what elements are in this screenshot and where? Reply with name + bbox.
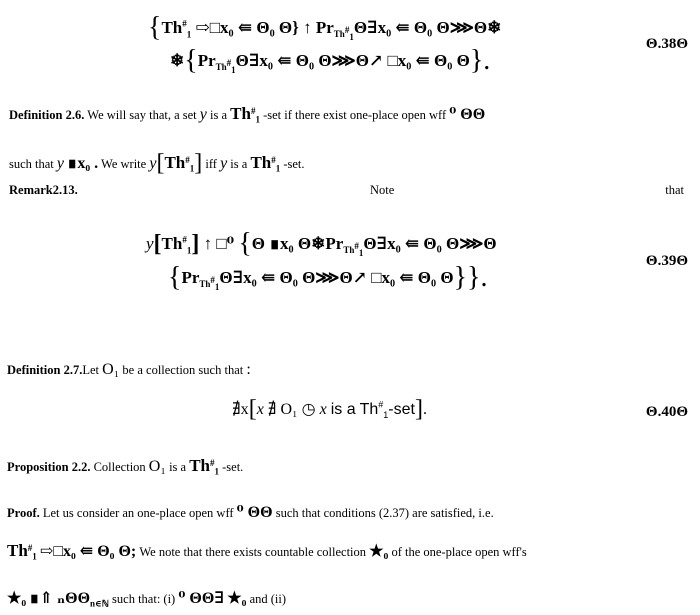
- pr-sub-sup: #: [354, 241, 359, 252]
- text: We write: [101, 157, 147, 171]
- text: -set: [388, 401, 415, 418]
- text: and (ii): [249, 592, 287, 606]
- text: is a: [169, 460, 187, 474]
- formula-part: ❄: [170, 51, 185, 70]
- brace: }}.: [453, 262, 488, 293]
- definition-label: Definition 2.6.: [9, 108, 85, 122]
- text: such that: [9, 157, 54, 171]
- up-arrow: ↑: [203, 234, 213, 253]
- pr-sub-sup: #: [210, 275, 215, 286]
- definition-2-6-line-2: such that y ∎x₀ . We write $y[Th^{\#}_1]$ iff y is a $Th^{\#}_1$ -set.: [9, 150, 305, 176]
- sup: #: [182, 18, 187, 29]
- symbol: ⁰ ΘΘ: [449, 106, 486, 123]
- symbol: y: [220, 155, 228, 172]
- remark-note: Note: [370, 183, 395, 197]
- text: Let: [82, 363, 100, 377]
- arrow: ⇨: [195, 18, 210, 37]
- pr-symbol: Pr: [197, 51, 216, 70]
- proposition-label: Proposition 2.2.: [7, 460, 91, 474]
- eq-2-39-line-1: $y[Th^{\#}_1]$ ↑ □⁰ {Θ ∎x₀ $\Theta❄Pr_{Th^{\#}_1}\Theta\exists x_0$ ⇚ Θ₀ Θ⋙Θ: [146, 228, 497, 259]
- symbol: y: [149, 155, 157, 172]
- sub: 1: [32, 551, 37, 562]
- proof-label: Proof.: [7, 506, 40, 520]
- sub: 1: [186, 29, 192, 40]
- brace: }.: [469, 45, 491, 76]
- pr-sub-sup: #: [344, 25, 350, 36]
- symbol: ★₀: [369, 543, 389, 560]
- formula-part: Θ∃x₀ ⇚ Θ₀ Θ⋙Θ❄: [353, 18, 502, 37]
- proof-line-1: [7, 502, 494, 522]
- pr-sub-sub: 1: [214, 282, 220, 293]
- symbol: :: [246, 361, 251, 378]
- formula-part: ∎⇑ ₙΘΘ: [29, 590, 91, 607]
- text: -set if there exist one-place open wff: [263, 108, 447, 122]
- sup: #: [271, 154, 276, 165]
- text: is a: [330, 401, 356, 418]
- symbol: ★₀: [7, 590, 27, 607]
- formula-part: ∄ Ο₁ ◷: [267, 401, 316, 418]
- eq-2-39-line-2: [168, 262, 488, 294]
- sub: 1: [255, 114, 260, 125]
- text: such that conditions (2.37) are satisfied, i.e.: [275, 506, 494, 520]
- th-symbol: Th: [161, 18, 183, 37]
- eq-2-38-line-2: [170, 45, 490, 77]
- th-symbol: Th: [189, 456, 210, 475]
- pr-sub: Th: [333, 29, 345, 40]
- proof-line-3: [7, 588, 286, 608]
- th-symbol: Th: [359, 401, 379, 418]
- text: Collection: [93, 460, 146, 474]
- pr-sub-sub: 1: [231, 65, 236, 76]
- text: of the one-place open wff's: [391, 545, 527, 559]
- formula-part: □x₀ ⇚ Θ₀ Θ}: [209, 18, 299, 37]
- sub: 1: [383, 410, 389, 421]
- definition-2-6-line-1: [9, 104, 485, 124]
- symbol: x: [256, 401, 264, 418]
- pr-sub: Th: [215, 62, 227, 73]
- brace: {: [148, 12, 162, 43]
- sup: #: [378, 399, 384, 410]
- th-symbol: Th: [161, 234, 183, 253]
- sub: n∈ℕ: [90, 598, 109, 609]
- sup: #: [182, 234, 187, 245]
- symbol: Ο₁: [148, 458, 166, 475]
- text: -set.: [222, 460, 244, 474]
- th-symbol: Th: [250, 153, 272, 172]
- sub: 1: [275, 163, 281, 174]
- th-symbol: Th: [164, 153, 186, 172]
- pr-sub-sub: 1: [349, 32, 354, 43]
- th-symbol: Th: [230, 104, 251, 123]
- symbol: y: [56, 155, 65, 172]
- sup: #: [27, 542, 33, 553]
- up-arrow: ↑: [303, 18, 312, 37]
- remark-label: Remark2.13.: [9, 183, 78, 197]
- symbol: x: [319, 401, 327, 418]
- brace: {: [168, 262, 182, 293]
- sup: #: [185, 154, 190, 165]
- symbol: Ο₁: [102, 361, 120, 378]
- symbol: ★₀: [227, 590, 247, 607]
- text: be a collection such that: [122, 363, 244, 377]
- formula-part: Θ∃x₀ ⇚ Θ₀ Θ⋙Θ: [363, 234, 497, 253]
- pr-sub: Th: [343, 245, 355, 256]
- pr-sub: Th: [199, 279, 211, 290]
- proof-line-2: [7, 541, 527, 561]
- text: such that: (i): [112, 592, 176, 606]
- pr-sub-sub: 1: [358, 248, 364, 259]
- sub: 1: [189, 163, 195, 174]
- formula-part: Θ∃x₀ ⇚ Θ₀ Θ⋙Θ↗ □x₀ ⇚ Θ₀ Θ: [219, 268, 454, 287]
- text: is a: [230, 157, 248, 171]
- text: is a: [210, 108, 228, 122]
- equation-number: Θ.40Θ: [645, 404, 688, 420]
- formula-part: ⇨□x₀ ⇚ Θ₀ Θ;: [39, 543, 137, 560]
- pr-symbol: Pr: [181, 268, 200, 287]
- brace: {: [184, 45, 198, 76]
- sub: 1: [186, 245, 192, 256]
- symbol: ∎x₀ .: [67, 155, 99, 172]
- sup: #: [250, 105, 256, 116]
- formula-part: ∄x: [232, 401, 249, 418]
- symbol: ⁰ ΘΘ: [236, 504, 273, 521]
- brace: {: [238, 228, 252, 259]
- symbol: y: [199, 106, 207, 123]
- equation-number: Θ.39Θ: [645, 253, 688, 269]
- definition-2-7: [7, 361, 251, 379]
- text: Let us consider an one-place open wff: [42, 506, 234, 520]
- formula-part: □⁰: [216, 234, 235, 253]
- equation-number: Θ.38Θ: [645, 36, 688, 52]
- text: -set.: [283, 157, 305, 171]
- sub: 1: [214, 466, 219, 477]
- pr-symbol: Pr: [315, 18, 334, 37]
- formula-part: Θ ∎x₀ Θ❄: [251, 234, 326, 253]
- remark-that: that: [665, 183, 684, 197]
- formula-part: ⁰ ΘΘ∃: [178, 590, 225, 607]
- eq-2-40: ∄x[x ∄ Ο₁ ◷ x is a $Th^{\#}_1-set$].: [232, 396, 427, 422]
- th-symbol: Th: [7, 541, 28, 560]
- text: We will say that, a set: [87, 108, 197, 122]
- formula-part: Θ∃x₀ ⇚ Θ₀ Θ⋙Θ↗ □x₀ ⇚ Θ₀ Θ: [235, 51, 470, 70]
- symbol: y: [146, 234, 154, 253]
- pr-sub-sup: #: [226, 58, 232, 69]
- eq-2-38-line-1: [148, 12, 501, 44]
- proposition-2-2: [7, 456, 243, 476]
- sup: #: [210, 457, 215, 468]
- text: We note that there exists countable collection: [139, 545, 367, 559]
- definition-label: Definition 2.7.: [7, 363, 83, 377]
- pr-symbol: Pr: [325, 234, 344, 253]
- text: iff: [205, 157, 217, 171]
